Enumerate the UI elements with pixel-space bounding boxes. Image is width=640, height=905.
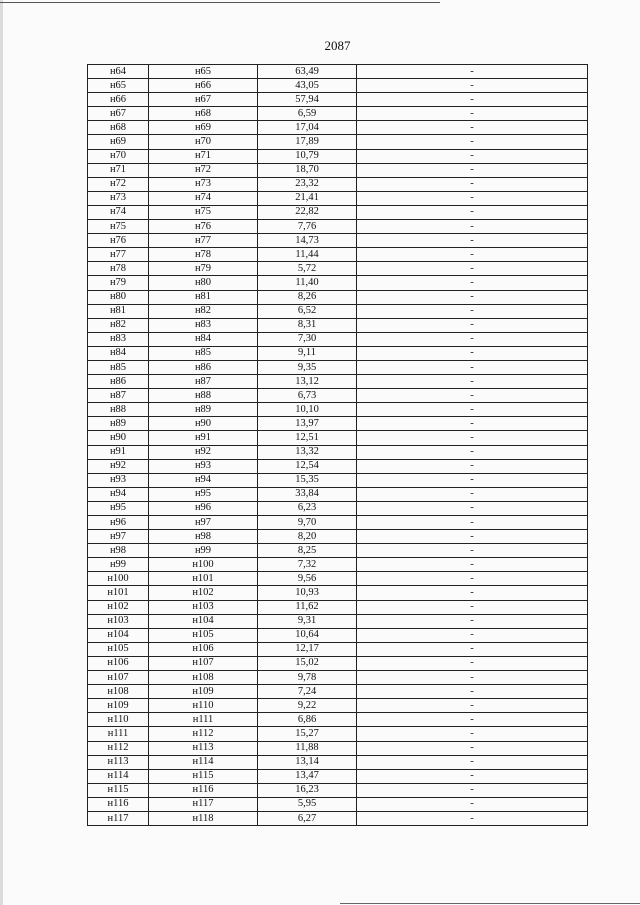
to-point-cell: н96 xyxy=(149,501,258,515)
table-row xyxy=(88,177,588,191)
to-point-cell: н78 xyxy=(149,248,258,262)
note-cell: - xyxy=(357,685,588,699)
note-cell: - xyxy=(357,600,588,614)
from-point-cell: н86 xyxy=(88,375,149,389)
distance-cell: 14,73 xyxy=(258,234,357,248)
note-cell: - xyxy=(357,755,588,769)
table-row xyxy=(88,614,588,628)
from-point-cell: н70 xyxy=(88,149,149,163)
from-point-cell: н99 xyxy=(88,558,149,572)
table-row xyxy=(88,318,588,332)
note-cell: - xyxy=(357,671,588,685)
distance-cell: 13,12 xyxy=(258,375,357,389)
to-point-cell: н85 xyxy=(149,346,258,360)
table-row xyxy=(88,487,588,501)
distance-cell: 16,23 xyxy=(258,783,357,797)
table-row xyxy=(88,163,588,177)
from-point-cell: н107 xyxy=(88,671,149,685)
table-row xyxy=(88,65,588,79)
to-point-cell: н66 xyxy=(149,79,258,93)
distance-cell: 6,86 xyxy=(258,713,357,727)
distance-cell: 7,24 xyxy=(258,685,357,699)
table-row xyxy=(88,445,588,459)
to-point-cell: н67 xyxy=(149,93,258,107)
note-cell: - xyxy=(357,769,588,783)
from-point-cell: н106 xyxy=(88,656,149,670)
to-point-cell: н112 xyxy=(149,727,258,741)
distance-cell: 13,47 xyxy=(258,769,357,783)
note-cell: - xyxy=(357,79,588,93)
note-cell: - xyxy=(357,205,588,219)
to-point-cell: н89 xyxy=(149,403,258,417)
distance-cell: 13,97 xyxy=(258,417,357,431)
from-point-cell: н111 xyxy=(88,727,149,741)
to-point-cell: н111 xyxy=(149,713,258,727)
table-body xyxy=(88,65,588,826)
table-row xyxy=(88,656,588,670)
to-point-cell: н105 xyxy=(149,628,258,642)
from-point-cell: н115 xyxy=(88,783,149,797)
note-cell: - xyxy=(357,699,588,713)
page-number: 2087 xyxy=(324,38,351,53)
note-cell: - xyxy=(357,234,588,248)
note-cell: - xyxy=(357,473,588,487)
to-point-cell: н93 xyxy=(149,459,258,473)
from-point-cell: н90 xyxy=(88,431,149,445)
distance-cell: 57,94 xyxy=(258,93,357,107)
table-row xyxy=(88,473,588,487)
from-point-cell: н76 xyxy=(88,234,149,248)
table-row xyxy=(88,516,588,530)
distance-cell: 7,76 xyxy=(258,220,357,234)
from-point-cell: н114 xyxy=(88,769,149,783)
table-row xyxy=(88,431,588,445)
table-row xyxy=(88,205,588,219)
to-point-cell: н98 xyxy=(149,530,258,544)
note-cell: - xyxy=(357,516,588,530)
to-point-cell: н77 xyxy=(149,234,258,248)
from-point-cell: н87 xyxy=(88,389,149,403)
distance-cell: 9,35 xyxy=(258,360,357,374)
table-row xyxy=(88,389,588,403)
from-point-cell: н100 xyxy=(88,572,149,586)
note-cell: - xyxy=(357,459,588,473)
bottom-rule xyxy=(340,903,640,904)
note-cell: - xyxy=(357,713,588,727)
table-row xyxy=(88,501,588,515)
table-row xyxy=(88,220,588,234)
note-cell: - xyxy=(357,262,588,276)
table-row xyxy=(88,417,588,431)
to-point-cell: н95 xyxy=(149,487,258,501)
distance-cell: 12,51 xyxy=(258,431,357,445)
distance-cell: 12,54 xyxy=(258,459,357,473)
distance-cell: 6,59 xyxy=(258,107,357,121)
distance-cell: 22,82 xyxy=(258,205,357,219)
distance-cell: 18,70 xyxy=(258,163,357,177)
to-point-cell: н80 xyxy=(149,276,258,290)
note-cell: - xyxy=(357,177,588,191)
distance-cell: 8,26 xyxy=(258,290,357,304)
to-point-cell: н113 xyxy=(149,741,258,755)
distance-cell: 6,73 xyxy=(258,389,357,403)
table-row xyxy=(88,797,588,811)
from-point-cell: н89 xyxy=(88,417,149,431)
distance-cell: 9,11 xyxy=(258,346,357,360)
table-row xyxy=(88,121,588,135)
table-row xyxy=(88,530,588,544)
table-row xyxy=(88,375,588,389)
table-row xyxy=(88,459,588,473)
table-row xyxy=(88,93,588,107)
note-cell: - xyxy=(357,586,588,600)
from-point-cell: н95 xyxy=(88,501,149,515)
table-row xyxy=(88,304,588,318)
to-point-cell: н74 xyxy=(149,191,258,205)
table-row xyxy=(88,811,588,825)
from-point-cell: н103 xyxy=(88,614,149,628)
from-point-cell: н102 xyxy=(88,600,149,614)
to-point-cell: н76 xyxy=(149,220,258,234)
to-point-cell: н68 xyxy=(149,107,258,121)
from-point-cell: н117 xyxy=(88,811,149,825)
note-cell: - xyxy=(357,544,588,558)
from-point-cell: н64 xyxy=(88,65,149,79)
to-point-cell: н104 xyxy=(149,614,258,628)
to-point-cell: н75 xyxy=(149,205,258,219)
from-point-cell: н85 xyxy=(88,360,149,374)
note-cell: - xyxy=(357,431,588,445)
note-cell: - xyxy=(357,93,588,107)
from-point-cell: н92 xyxy=(88,459,149,473)
from-point-cell: н112 xyxy=(88,741,149,755)
to-point-cell: н79 xyxy=(149,262,258,276)
top-rule xyxy=(0,2,440,3)
table-row xyxy=(88,290,588,304)
note-cell: - xyxy=(357,783,588,797)
note-cell: - xyxy=(357,191,588,205)
table-row xyxy=(88,248,588,262)
from-point-cell: н96 xyxy=(88,516,149,530)
table-row xyxy=(88,769,588,783)
note-cell: - xyxy=(357,149,588,163)
from-point-cell: н94 xyxy=(88,487,149,501)
to-point-cell: н83 xyxy=(149,318,258,332)
from-point-cell: н74 xyxy=(88,205,149,219)
distance-cell: 8,20 xyxy=(258,530,357,544)
table-row xyxy=(88,572,588,586)
table-row xyxy=(88,558,588,572)
distance-cell: 9,31 xyxy=(258,614,357,628)
table-row xyxy=(88,713,588,727)
note-cell: - xyxy=(357,501,588,515)
note-cell: - xyxy=(357,487,588,501)
distance-cell: 5,72 xyxy=(258,262,357,276)
distance-cell: 8,25 xyxy=(258,544,357,558)
distance-cell: 6,23 xyxy=(258,501,357,515)
to-point-cell: н100 xyxy=(149,558,258,572)
note-cell: - xyxy=(357,530,588,544)
to-point-cell: н81 xyxy=(149,290,258,304)
from-point-cell: н66 xyxy=(88,93,149,107)
note-cell: - xyxy=(357,346,588,360)
to-point-cell: н65 xyxy=(149,65,258,79)
distance-cell: 11,88 xyxy=(258,741,357,755)
table-row xyxy=(88,600,588,614)
note-cell: - xyxy=(357,628,588,642)
distance-cell: 10,93 xyxy=(258,586,357,600)
note-cell: - xyxy=(357,727,588,741)
note-cell: - xyxy=(357,290,588,304)
distance-cell: 17,04 xyxy=(258,121,357,135)
to-point-cell: н86 xyxy=(149,360,258,374)
from-point-cell: н82 xyxy=(88,318,149,332)
table-row xyxy=(88,234,588,248)
distance-cell: 10,64 xyxy=(258,628,357,642)
from-point-cell: н88 xyxy=(88,403,149,417)
from-point-cell: н110 xyxy=(88,713,149,727)
distance-cell: 23,32 xyxy=(258,177,357,191)
from-point-cell: н93 xyxy=(88,473,149,487)
note-cell: - xyxy=(357,332,588,346)
from-point-cell: н81 xyxy=(88,304,149,318)
distance-cell: 5,95 xyxy=(258,797,357,811)
distance-cell: 21,41 xyxy=(258,191,357,205)
from-point-cell: н79 xyxy=(88,276,149,290)
note-cell: - xyxy=(357,417,588,431)
table-row xyxy=(88,741,588,755)
to-point-cell: н69 xyxy=(149,121,258,135)
distance-cell: 17,89 xyxy=(258,135,357,149)
distance-cell: 15,02 xyxy=(258,656,357,670)
table-row xyxy=(88,360,588,374)
to-point-cell: н88 xyxy=(149,389,258,403)
to-point-cell: н118 xyxy=(149,811,258,825)
note-cell: - xyxy=(357,65,588,79)
from-point-cell: н75 xyxy=(88,220,149,234)
table-row xyxy=(88,135,588,149)
to-point-cell: н72 xyxy=(149,163,258,177)
note-cell: - xyxy=(357,318,588,332)
to-point-cell: н116 xyxy=(149,783,258,797)
table-row xyxy=(88,685,588,699)
note-cell: - xyxy=(357,248,588,262)
note-cell: - xyxy=(357,558,588,572)
distance-cell: 10,79 xyxy=(258,149,357,163)
distance-cell: 43,05 xyxy=(258,79,357,93)
to-point-cell: н99 xyxy=(149,544,258,558)
note-cell: - xyxy=(357,741,588,755)
boundary-table xyxy=(87,64,588,826)
table-row xyxy=(88,699,588,713)
from-point-cell: н73 xyxy=(88,191,149,205)
to-point-cell: н82 xyxy=(149,304,258,318)
to-point-cell: н103 xyxy=(149,600,258,614)
to-point-cell: н90 xyxy=(149,417,258,431)
note-cell: - xyxy=(357,572,588,586)
note-cell: - xyxy=(357,304,588,318)
distance-cell: 10,10 xyxy=(258,403,357,417)
from-point-cell: н65 xyxy=(88,79,149,93)
distance-cell: 11,62 xyxy=(258,600,357,614)
from-point-cell: н83 xyxy=(88,332,149,346)
distance-cell: 11,40 xyxy=(258,276,357,290)
note-cell: - xyxy=(357,135,588,149)
to-point-cell: н71 xyxy=(149,149,258,163)
table-row xyxy=(88,191,588,205)
table-row xyxy=(88,544,588,558)
note-cell: - xyxy=(357,360,588,374)
to-point-cell: н102 xyxy=(149,586,258,600)
distance-cell: 33,84 xyxy=(258,487,357,501)
note-cell: - xyxy=(357,614,588,628)
note-cell: - xyxy=(357,642,588,656)
to-point-cell: н94 xyxy=(149,473,258,487)
table-row xyxy=(88,79,588,93)
to-point-cell: н97 xyxy=(149,516,258,530)
to-point-cell: н70 xyxy=(149,135,258,149)
table-row xyxy=(88,783,588,797)
distance-cell: 15,27 xyxy=(258,727,357,741)
note-cell: - xyxy=(357,121,588,135)
table-row xyxy=(88,262,588,276)
to-point-cell: н84 xyxy=(149,332,258,346)
note-cell: - xyxy=(357,276,588,290)
table-row xyxy=(88,332,588,346)
distance-cell: 7,32 xyxy=(258,558,357,572)
to-point-cell: н108 xyxy=(149,671,258,685)
distance-cell: 7,30 xyxy=(258,332,357,346)
distance-cell: 9,56 xyxy=(258,572,357,586)
from-point-cell: н109 xyxy=(88,699,149,713)
from-point-cell: н98 xyxy=(88,544,149,558)
table-row xyxy=(88,403,588,417)
table-row xyxy=(88,586,588,600)
from-point-cell: н69 xyxy=(88,135,149,149)
from-point-cell: н84 xyxy=(88,346,149,360)
distance-cell: 12,17 xyxy=(258,642,357,656)
distance-cell: 11,44 xyxy=(258,248,357,262)
to-point-cell: н101 xyxy=(149,572,258,586)
distance-cell: 6,27 xyxy=(258,811,357,825)
from-point-cell: н80 xyxy=(88,290,149,304)
note-cell: - xyxy=(357,220,588,234)
to-point-cell: н117 xyxy=(149,797,258,811)
table-row xyxy=(88,755,588,769)
from-point-cell: н77 xyxy=(88,248,149,262)
table-row xyxy=(88,276,588,290)
from-point-cell: н105 xyxy=(88,642,149,656)
note-cell: - xyxy=(357,656,588,670)
distance-cell: 63,49 xyxy=(258,65,357,79)
to-point-cell: н114 xyxy=(149,755,258,769)
note-cell: - xyxy=(357,445,588,459)
from-point-cell: н91 xyxy=(88,445,149,459)
to-point-cell: н87 xyxy=(149,375,258,389)
to-point-cell: н92 xyxy=(149,445,258,459)
note-cell: - xyxy=(357,375,588,389)
distance-cell: 9,22 xyxy=(258,699,357,713)
from-point-cell: н97 xyxy=(88,530,149,544)
table-row xyxy=(88,671,588,685)
distance-cell: 9,70 xyxy=(258,516,357,530)
to-point-cell: н109 xyxy=(149,685,258,699)
page-edge xyxy=(0,0,3,905)
table-row xyxy=(88,642,588,656)
from-point-cell: н78 xyxy=(88,262,149,276)
distance-cell: 15,35 xyxy=(258,473,357,487)
note-cell: - xyxy=(357,107,588,121)
table-row xyxy=(88,346,588,360)
distance-cell: 6,52 xyxy=(258,304,357,318)
table-row xyxy=(88,107,588,121)
to-point-cell: н107 xyxy=(149,656,258,670)
note-cell: - xyxy=(357,163,588,177)
distance-cell: 13,32 xyxy=(258,445,357,459)
to-point-cell: н91 xyxy=(149,431,258,445)
note-cell: - xyxy=(357,811,588,825)
from-point-cell: н67 xyxy=(88,107,149,121)
from-point-cell: н116 xyxy=(88,797,149,811)
from-point-cell: н68 xyxy=(88,121,149,135)
note-cell: - xyxy=(357,797,588,811)
table-row xyxy=(88,628,588,642)
distance-cell: 9,78 xyxy=(258,671,357,685)
distance-cell: 13,14 xyxy=(258,755,357,769)
note-cell: - xyxy=(357,389,588,403)
table-row xyxy=(88,149,588,163)
to-point-cell: н106 xyxy=(149,642,258,656)
from-point-cell: н108 xyxy=(88,685,149,699)
to-point-cell: н110 xyxy=(149,699,258,713)
from-point-cell: н72 xyxy=(88,177,149,191)
from-point-cell: н113 xyxy=(88,755,149,769)
table-row xyxy=(88,727,588,741)
note-cell: - xyxy=(357,403,588,417)
from-point-cell: н101 xyxy=(88,586,149,600)
distance-cell: 8,31 xyxy=(258,318,357,332)
to-point-cell: н73 xyxy=(149,177,258,191)
from-point-cell: н104 xyxy=(88,628,149,642)
from-point-cell: н71 xyxy=(88,163,149,177)
to-point-cell: н115 xyxy=(149,769,258,783)
